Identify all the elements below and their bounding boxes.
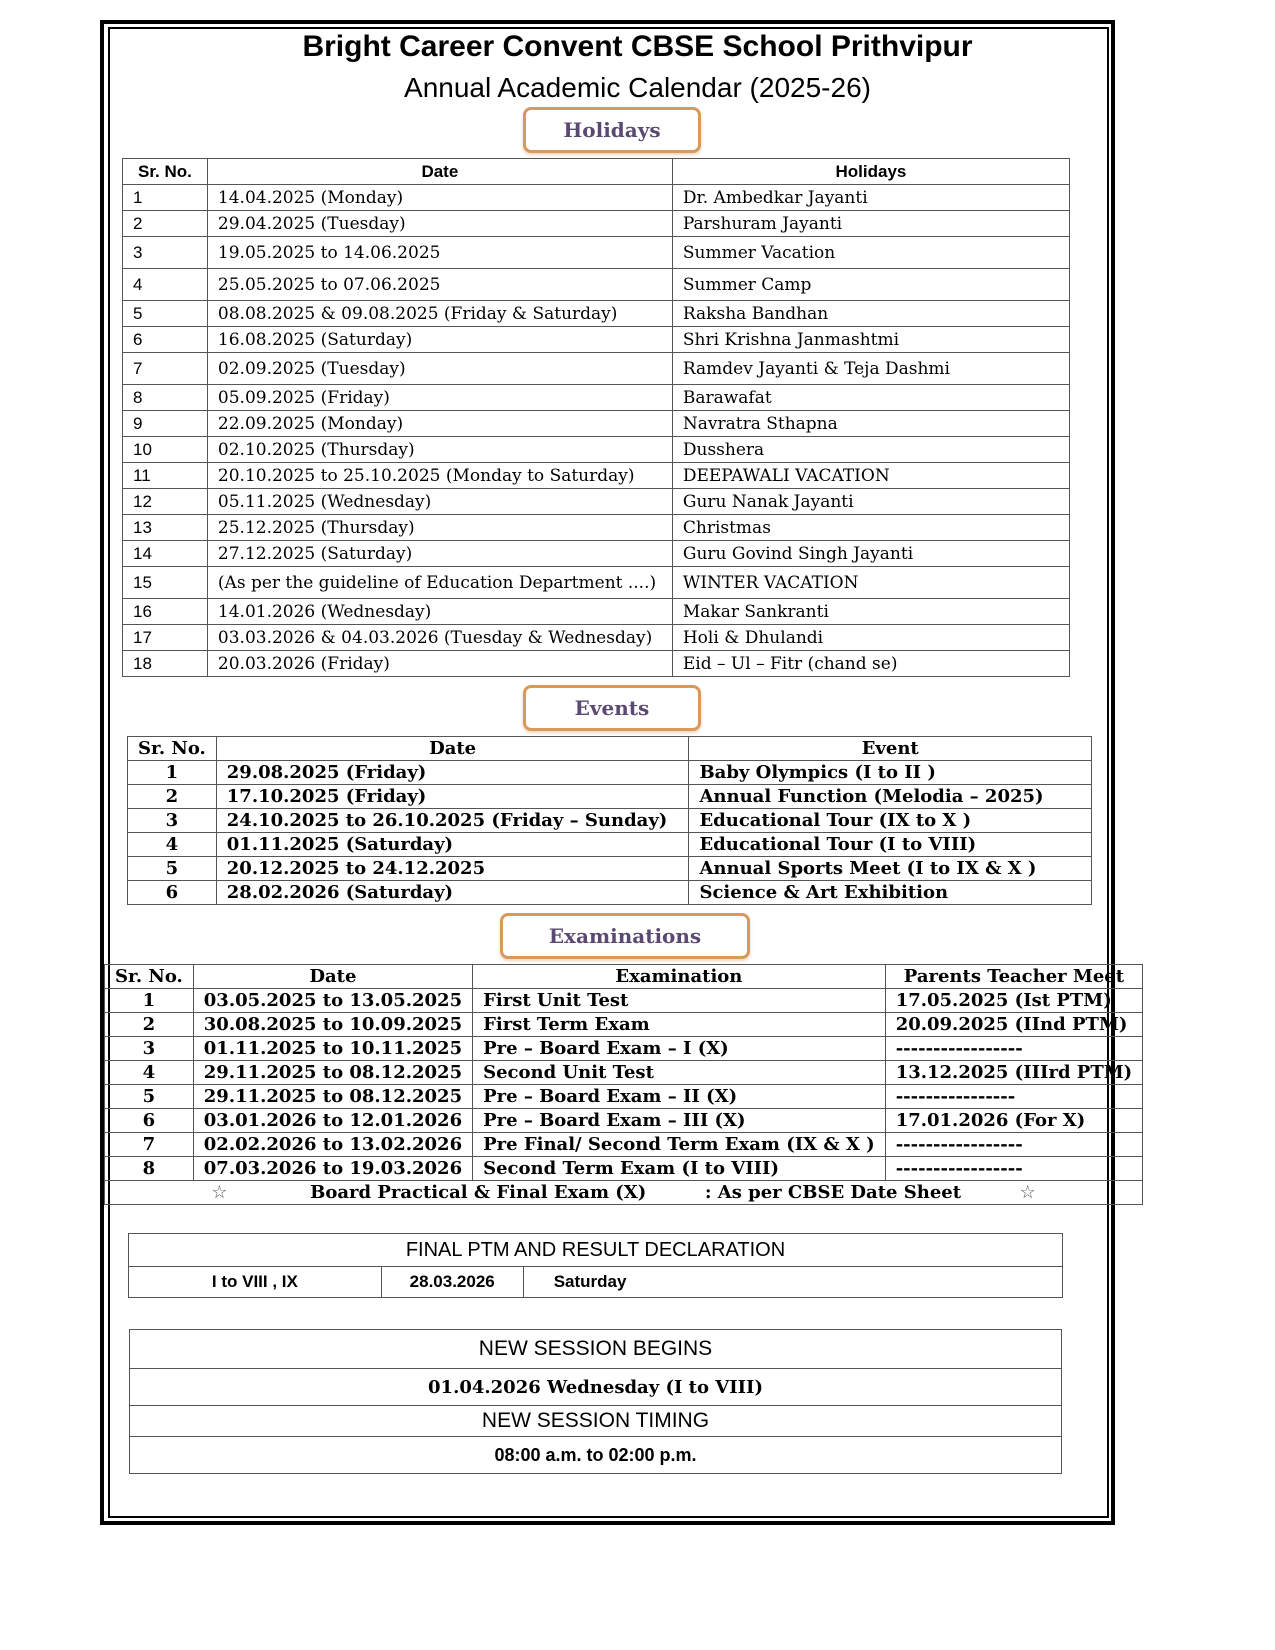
serial-number: 13 [123,515,208,541]
column-header: Date [193,965,472,989]
serial-number: 17 [123,625,208,651]
holiday-date: 05.09.2025 (Friday) [207,385,672,411]
final-ptm-table [128,1233,1063,1298]
holiday-date: 08.08.2025 & 09.08.2025 (Friday & Saturday) [207,301,672,327]
exam-date: 03.05.2025 to 13.05.2025 [193,989,472,1013]
holiday-date: 27.12.2025 (Saturday) [207,541,672,567]
table-row [128,761,1092,785]
holiday-date: 14.01.2026 (Wednesday) [207,599,672,625]
event-name: Annual Function (Melodia – 2025) [689,785,1092,809]
holiday-name: Eid – Ul – Fitr (chand se) [672,651,1069,677]
table-row [105,1109,1143,1133]
holiday-name: Christmas [672,515,1069,541]
school-name: Bright Career Convent CBSE School Prithvipur [302,30,973,63]
table-row [128,833,1092,857]
table-row [128,857,1092,881]
new-session-timing-heading: NEW SESSION TIMING [130,1406,1062,1437]
serial-number: 14 [123,541,208,567]
serial-number: 10 [123,437,208,463]
serial-number: 5 [128,857,217,881]
final-ptm-heading: FINAL PTM AND RESULT DECLARATION [129,1234,1063,1267]
holiday-name: Ramdev Jayanti & Teja Dashmi [672,353,1069,385]
exam-name: Pre – Board Exam – III (X) [473,1109,886,1133]
serial-number: 4 [123,269,208,301]
event-date: 17.10.2025 (Friday) [216,785,689,809]
serial-number: 7 [105,1133,194,1157]
table-row [105,1013,1143,1037]
serial-number: 2 [128,785,217,809]
holiday-date: 19.05.2025 to 14.06.2025 [207,237,672,269]
holiday-name: Guru Nanak Jayanti [672,489,1069,515]
holiday-name: Parshuram Jayanti [672,211,1069,237]
exam-name: First Term Exam [473,1013,886,1037]
holiday-date: 16.08.2025 (Saturday) [207,327,672,353]
table-row [123,515,1070,541]
table-row [123,211,1070,237]
holiday-date: 02.10.2025 (Thursday) [207,437,672,463]
column-header: Sr. No. [123,159,208,185]
table-row [123,411,1070,437]
serial-number: 6 [123,327,208,353]
serial-number: 1 [123,185,208,211]
table-row [123,327,1070,353]
table-header-row [105,965,1143,989]
table-row [123,185,1070,211]
exam-date: 30.08.2025 to 10.09.2025 [193,1013,472,1037]
table-row [123,301,1070,327]
holiday-date: 25.05.2025 to 07.06.2025 [207,269,672,301]
serial-number: 15 [123,567,208,599]
serial-number: 3 [123,237,208,269]
serial-number: 2 [105,1013,194,1037]
exam-date: 02.02.2026 to 13.02.2026 [193,1133,472,1157]
serial-number: 9 [123,411,208,437]
exam-name: Pre Final/ Second Term Exam (IX & X ) [473,1133,886,1157]
event-date: 28.02.2026 (Saturday) [216,881,689,905]
table-row [105,1133,1143,1157]
holiday-name: Raksha Bandhan [672,301,1069,327]
serial-number: 1 [105,989,194,1013]
holiday-date: 20.10.2025 to 25.10.2025 (Monday to Saturday) [207,463,672,489]
final-ptm-date: 28.03.2026 [381,1267,523,1298]
holiday-name: Shri Krishna Janmashtmi [672,327,1069,353]
holiday-date: 20.03.2026 (Friday) [207,651,672,677]
exam-date: 03.01.2026 to 12.01.2026 [193,1109,472,1133]
event-name: Educational Tour (IX to X ) [689,809,1092,833]
holiday-date: 05.11.2025 (Wednesday) [207,489,672,515]
ptm-date: ---------------- [885,1085,1142,1109]
examinations-table [104,964,1143,1205]
serial-number: 6 [105,1109,194,1133]
table-header-row [128,737,1092,761]
column-header: Event [689,737,1092,761]
calendar-title: Annual Academic Calendar (2025-26) [404,72,871,103]
holiday-name: Summer Camp [672,269,1069,301]
star-icon: ☆ [1019,1182,1036,1203]
holiday-name: Dr. Ambedkar Jayanti [672,185,1069,211]
table-row [105,989,1143,1013]
new-session-start: 01.04.2026 Wednesday (I to VIII) [130,1369,1062,1406]
table-row [123,437,1070,463]
column-header: Holidays [672,159,1069,185]
event-date: 01.11.2025 (Saturday) [216,833,689,857]
holiday-name: Holi & Dhulandi [672,625,1069,651]
serial-number: 3 [128,809,217,833]
table-row [123,599,1070,625]
serial-number: 16 [123,599,208,625]
holiday-name: Dusshera [672,437,1069,463]
events-table [127,736,1092,905]
holiday-name: Summer Vacation [672,237,1069,269]
table-row [123,541,1070,567]
exam-name: Pre – Board Exam – II (X) [473,1085,886,1109]
serial-number: 1 [128,761,217,785]
table-row [123,651,1070,677]
table-row [105,1061,1143,1085]
table-row [128,881,1092,905]
holiday-date: 02.09.2025 (Tuesday) [207,353,672,385]
exam-name: First Unit Test [473,989,886,1013]
holiday-date: 25.12.2025 (Thursday) [207,515,672,541]
column-header: Sr. No. [128,737,217,761]
table-row [123,625,1070,651]
event-name: Educational Tour (I to VIII) [689,833,1092,857]
new-session-table [129,1329,1062,1474]
holiday-date: 14.04.2025 (Monday) [207,185,672,211]
holiday-date: (As per the guideline of Education Department ....) [207,567,672,599]
column-header: Parents Teacher Meet [885,965,1142,989]
holiday-date: 22.09.2025 (Monday) [207,411,672,437]
event-date: 24.10.2025 to 26.10.2025 (Friday – Sunday) [216,809,689,833]
event-date: 29.08.2025 (Friday) [216,761,689,785]
ptm-date: 17.01.2026 (For X) [885,1109,1142,1133]
exam-date: 29.11.2025 to 08.12.2025 [193,1085,472,1109]
holiday-name: Makar Sankranti [672,599,1069,625]
events-badge: Events [523,685,701,731]
ptm-date: 20.09.2025 (IInd PTM) [885,1013,1142,1037]
holiday-date: 03.03.2026 & 04.03.2026 (Tuesday & Wednesday) [207,625,672,651]
ptm-date: 17.05.2025 (Ist PTM) [885,989,1142,1013]
serial-number: 6 [128,881,217,905]
holidays-badge: Holidays [523,107,701,153]
column-header: Sr. No. [105,965,194,989]
star-icon: ☆ [211,1182,228,1203]
new-session-heading: NEW SESSION BEGINS [130,1330,1062,1369]
table-row [105,1157,1143,1181]
exam-name: Second Term Exam (I to VIII) [473,1157,886,1181]
serial-number: 5 [123,301,208,327]
holiday-name: Barawafat [672,385,1069,411]
table-row [123,385,1070,411]
new-session-timing: 08:00 a.m. to 02:00 p.m. [130,1437,1062,1474]
table-row [123,237,1070,269]
ptm-date: ----------------- [885,1133,1142,1157]
column-header: Examination [473,965,886,989]
table-row [123,353,1070,385]
event-name: Annual Sports Meet (I to IX & X ) [689,857,1092,881]
table-row [123,269,1070,301]
serial-number: 4 [128,833,217,857]
holidays-table [122,158,1070,677]
exam-date: 01.11.2025 to 10.11.2025 [193,1037,472,1061]
holiday-name: Navratra Sthapna [672,411,1069,437]
exam-date: 29.11.2025 to 08.12.2025 [193,1061,472,1085]
final-ptm-classes: I to VIII , IX [129,1267,382,1298]
serial-number: 18 [123,651,208,677]
table-row [123,489,1070,515]
holiday-name: Guru Govind Singh Jayanti [672,541,1069,567]
ptm-date: ----------------- [885,1037,1142,1061]
serial-number: 8 [123,385,208,411]
holiday-name: WINTER VACATION [672,567,1069,599]
column-header: Date [216,737,689,761]
table-row [123,567,1070,599]
serial-number: 5 [105,1085,194,1109]
serial-number: 8 [105,1157,194,1181]
final-ptm-day: Saturday [523,1267,1062,1298]
holiday-date: 29.04.2025 (Tuesday) [207,211,672,237]
table-header-row [123,159,1070,185]
table-row [105,1085,1143,1109]
event-name: Baby Olympics (I to II ) [689,761,1092,785]
board-exam-value: : As per CBSE Date Sheet [704,1182,962,1203]
table-row [128,809,1092,833]
column-header: Date [207,159,672,185]
exam-name: Second Unit Test [473,1061,886,1085]
holiday-name: DEEPAWALI VACATION [672,463,1069,489]
event-name: Science & Art Exhibition [689,881,1092,905]
table-row [128,785,1092,809]
exam-date: 07.03.2026 to 19.03.2026 [193,1157,472,1181]
board-exam-note-row [105,1181,1143,1205]
ptm-date: 13.12.2025 (IIIrd PTM) [885,1061,1142,1085]
table-row [105,1037,1143,1061]
serial-number: 12 [123,489,208,515]
table-row [123,463,1070,489]
serial-number: 4 [105,1061,194,1085]
event-date: 20.12.2025 to 24.12.2025 [216,857,689,881]
serial-number: 2 [123,211,208,237]
board-exam-label: Board Practical & Final Exam (X) [310,1182,647,1203]
serial-number: 11 [123,463,208,489]
serial-number: 7 [123,353,208,385]
ptm-date: ----------------- [885,1157,1142,1181]
exam-name: Pre – Board Exam – I (X) [473,1037,886,1061]
examinations-badge: Examinations [500,913,750,959]
serial-number: 3 [105,1037,194,1061]
